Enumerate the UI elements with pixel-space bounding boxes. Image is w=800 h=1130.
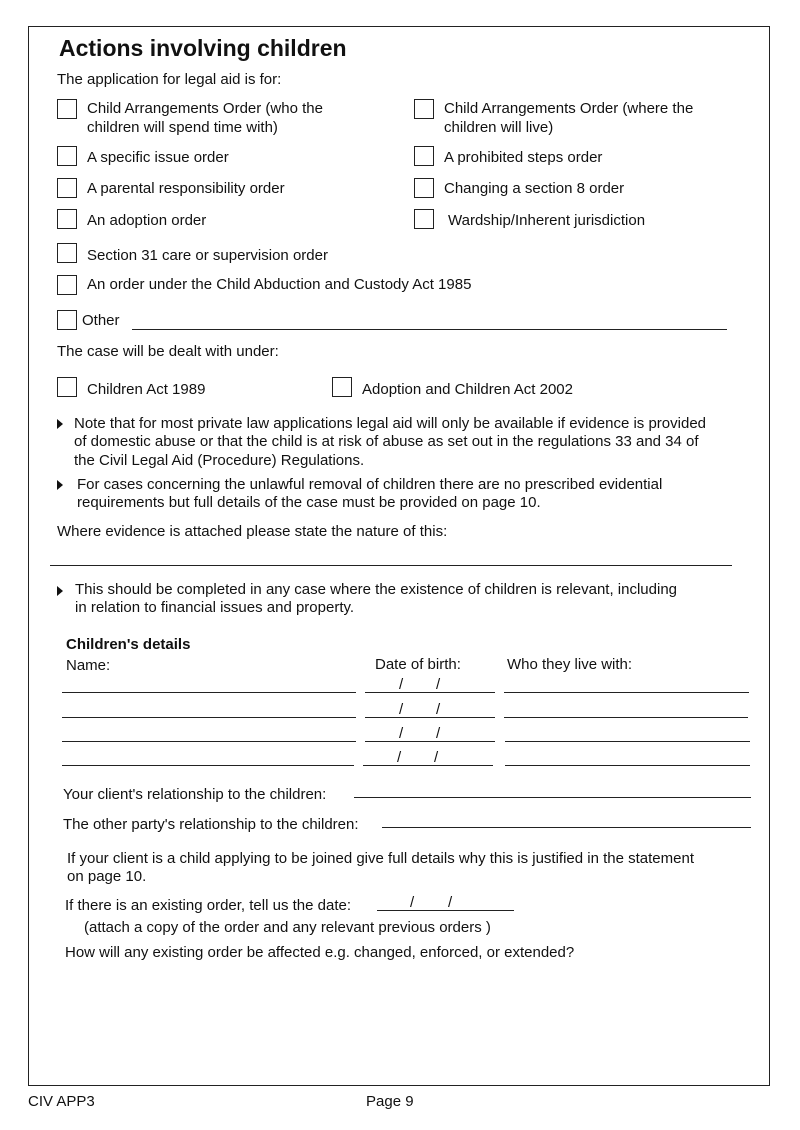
- col-lives-with-header: Who they live with:: [507, 656, 633, 673]
- date-separator: /: [436, 701, 441, 718]
- checkbox-parental-responsibility[interactable]: [57, 178, 77, 198]
- checkbox-child-arrangements-time[interactable]: [57, 99, 77, 119]
- evidence-input-line[interactable]: [50, 565, 732, 566]
- label-wardship: Wardship/Inherent jurisdiction: [448, 212, 646, 229]
- checkbox-prohibited-steps[interactable]: [414, 146, 434, 166]
- checkbox-wardship[interactable]: [414, 209, 434, 229]
- page-title: Actions involving children: [59, 35, 347, 61]
- child-applying-line2: on page 10.: [67, 868, 147, 885]
- label-parental-responsibility: A parental responsibility order: [87, 180, 285, 197]
- checkbox-section8[interactable]: [414, 178, 434, 198]
- child2-dob-input[interactable]: [365, 717, 495, 718]
- label-adoption: An adoption order: [87, 212, 207, 229]
- checkbox-child-arrangements-live[interactable]: [414, 99, 434, 119]
- note1-line2: of domestic abuse or that the child is at risk of abuse as set out in the regulations 33 and 34 of: [74, 433, 699, 450]
- child4-dob-input[interactable]: [363, 765, 493, 766]
- bullet-icon: [57, 586, 63, 596]
- checkbox-child-abduction[interactable]: [57, 275, 77, 295]
- bullet-icon: [57, 480, 63, 490]
- date-separator: /: [410, 894, 415, 911]
- label-specific-issue: A specific issue order: [87, 149, 229, 166]
- child3-name-input[interactable]: [62, 741, 356, 742]
- child1-lives-with-input[interactable]: [504, 692, 749, 693]
- label-prohibited-steps: A prohibited steps order: [444, 149, 603, 166]
- child3-lives-with-input[interactable]: [505, 741, 750, 742]
- children-details-heading: Children's details: [66, 636, 191, 653]
- checkbox-adoption[interactable]: [57, 209, 77, 229]
- page-number: Page 9: [366, 1093, 414, 1110]
- note3-line2: in relation to financial issues and property.: [75, 599, 355, 616]
- checkbox-children-act[interactable]: [57, 377, 77, 397]
- existing-order-label: If there is an existing order, tell us the date:: [65, 897, 351, 914]
- order-affected-answer-area[interactable]: [65, 968, 755, 1078]
- child3-dob-input[interactable]: [365, 741, 495, 742]
- checkbox-section31[interactable]: [57, 243, 77, 263]
- date-separator: /: [397, 749, 402, 766]
- case-dealt-intro: The case will be dealt with under:: [57, 343, 279, 360]
- checkbox-adoption-act[interactable]: [332, 377, 352, 397]
- label-section8: Changing a section 8 order: [444, 180, 625, 197]
- note1-line1: Note that for most private law applications legal aid will only be available if evidence is provided: [74, 415, 707, 432]
- note1-line3: the Civil Legal Aid (Procedure) Regulations.: [74, 452, 365, 469]
- other-party-relationship-input[interactable]: [382, 827, 751, 828]
- child4-lives-with-input[interactable]: [505, 765, 750, 766]
- child-applying-line1: If your client is a child applying to be joined give full details why this is justified in the statement: [67, 850, 694, 867]
- attach-copy-note: (attach a copy of the order and any relevant previous orders ): [84, 919, 491, 936]
- label-child-arrangements-time-2: children will spend time with): [87, 119, 278, 136]
- date-separator: /: [399, 676, 404, 693]
- application-intro: The application for legal aid is for:: [57, 71, 282, 88]
- date-separator: /: [448, 894, 453, 911]
- label-children-act: Children Act 1989: [87, 381, 206, 398]
- label-other: Other: [82, 312, 120, 329]
- label-child-arrangements-live-2: children will live): [444, 119, 554, 136]
- date-separator: /: [434, 749, 439, 766]
- label-adoption-act: Adoption and Children Act 2002: [362, 381, 573, 398]
- note2-line1: For cases concerning the unlawful removal of children there are no prescribed evidential: [77, 476, 663, 493]
- other-input-line[interactable]: [132, 329, 727, 330]
- label-child-arrangements-time-1: Child Arrangements Order (who the: [87, 100, 323, 117]
- child4-name-input[interactable]: [62, 765, 354, 766]
- form-code: CIV APP3: [28, 1093, 95, 1110]
- existing-order-date-input[interactable]: [377, 910, 514, 911]
- child2-name-input[interactable]: [62, 717, 356, 718]
- child1-dob-input[interactable]: [365, 692, 495, 693]
- label-child-abduction: An order under the Child Abduction and Custody Act 1985: [87, 276, 472, 293]
- date-separator: /: [399, 701, 404, 718]
- child1-name-input[interactable]: [62, 692, 356, 693]
- label-section31: Section 31 care or supervision order: [87, 247, 328, 264]
- checkbox-other[interactable]: [57, 310, 77, 330]
- note3-line1: This should be completed in any case where the existence of children is relevant, including: [75, 581, 678, 598]
- order-affected-question: How will any existing order be affected e.g. changed, enforced, or extended?: [65, 944, 575, 961]
- date-separator: /: [436, 725, 441, 742]
- other-party-relationship-label: The other party's relationship to the children:: [63, 816, 359, 833]
- checkbox-specific-issue[interactable]: [57, 146, 77, 166]
- client-relationship-input[interactable]: [354, 797, 751, 798]
- label-child-arrangements-live-1: Child Arrangements Order (where the: [444, 100, 694, 117]
- note2-line2: requirements but full details of the case must be provided on page 10.: [77, 494, 541, 511]
- date-separator: /: [399, 725, 404, 742]
- col-name-header: Name:: [66, 657, 111, 674]
- client-relationship-label: Your client's relationship to the children:: [63, 786, 327, 803]
- child2-lives-with-input[interactable]: [504, 717, 748, 718]
- col-dob-header: Date of birth:: [375, 656, 461, 673]
- date-separator: /: [436, 676, 441, 693]
- evidence-prompt: Where evidence is attached please state the nature of this:: [57, 523, 448, 540]
- bullet-icon: [57, 419, 63, 429]
